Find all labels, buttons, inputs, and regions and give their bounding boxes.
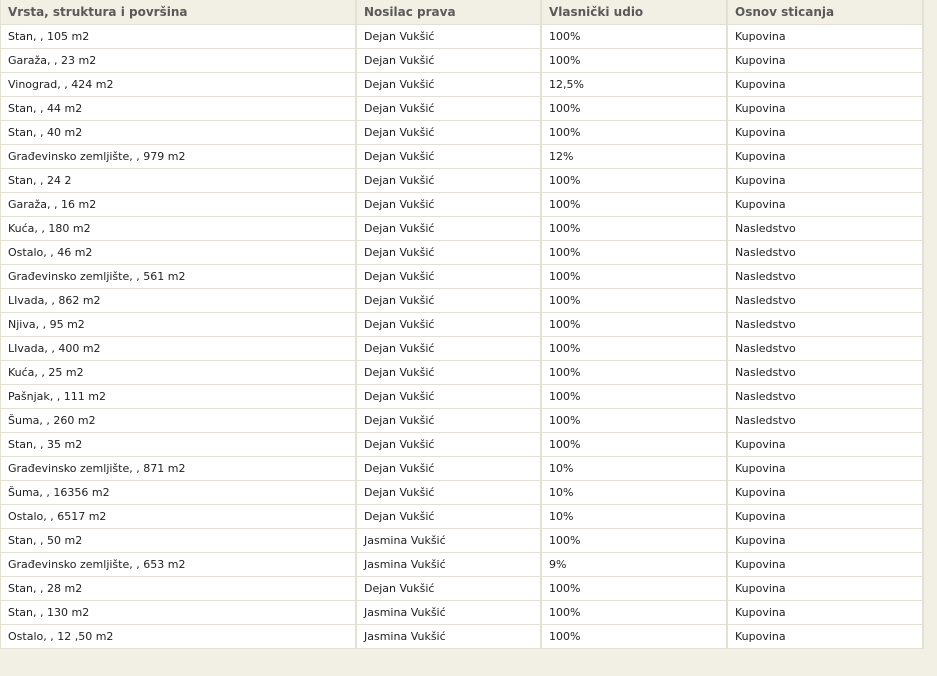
cell-acquisition-basis: Nasledstvo (728, 409, 924, 433)
cell-type-size: Stan, , 40 m2 (0, 121, 357, 145)
cell-type-size: Stan, , 130 m2 (0, 601, 357, 625)
table-row (0, 361, 924, 385)
table-row (0, 505, 924, 529)
header-type-size: Vrsta, struktura i površina (0, 0, 357, 25)
cell-type-size: Garaža, , 23 m2 (0, 49, 357, 73)
table-row (0, 457, 924, 481)
cell-owner: Dejan Vukšić (357, 25, 542, 49)
table-row (0, 241, 924, 265)
cell-owner: Dejan Vukšić (357, 289, 542, 313)
table-row (0, 553, 924, 577)
cell-type-size: Stan, , 105 m2 (0, 25, 357, 49)
cell-owner: Dejan Vukšić (357, 217, 542, 241)
cell-owner: Jasmina Vukšić (357, 625, 542, 649)
cell-acquisition-basis: Nasledstvo (728, 385, 924, 409)
table-row (0, 217, 924, 241)
cell-ownership-share: 9% (542, 553, 728, 577)
cell-ownership-share: 100% (542, 289, 728, 313)
cell-owner: Dejan Vukšić (357, 241, 542, 265)
table-row (0, 121, 924, 145)
cell-ownership-share: 100% (542, 97, 728, 121)
cell-owner: Dejan Vukšić (357, 193, 542, 217)
cell-owner: Dejan Vukšić (357, 361, 542, 385)
table-row (0, 385, 924, 409)
cell-type-size: Stan, , 24 2 (0, 169, 357, 193)
cell-acquisition-basis: Kupovina (728, 601, 924, 625)
cell-owner: Dejan Vukšić (357, 145, 542, 169)
table-row (0, 313, 924, 337)
cell-type-size: Ostalo, , 46 m2 (0, 241, 357, 265)
table-body (0, 25, 924, 649)
table-row (0, 193, 924, 217)
table-row (0, 289, 924, 313)
cell-owner: Dejan Vukšić (357, 505, 542, 529)
cell-acquisition-basis: Kupovina (728, 577, 924, 601)
cell-acquisition-basis: Kupovina (728, 193, 924, 217)
cell-type-size: LIvada, , 862 m2 (0, 289, 357, 313)
cell-acquisition-basis: Kupovina (728, 169, 924, 193)
cell-owner: Dejan Vukšić (357, 385, 542, 409)
cell-acquisition-basis: Kupovina (728, 625, 924, 649)
cell-owner: Dejan Vukšić (357, 49, 542, 73)
cell-type-size: Stan, , 50 m2 (0, 529, 357, 553)
cell-type-size: Pašnjak, , 111 m2 (0, 385, 357, 409)
cell-type-size: Stan, , 35 m2 (0, 433, 357, 457)
cell-ownership-share: 100% (542, 361, 728, 385)
cell-acquisition-basis: Kupovina (728, 25, 924, 49)
cell-acquisition-basis: Kupovina (728, 505, 924, 529)
table-row (0, 73, 924, 97)
cell-acquisition-basis: Kupovina (728, 49, 924, 73)
table-row (0, 145, 924, 169)
cell-type-size: LIvada, , 400 m2 (0, 337, 357, 361)
table-row (0, 265, 924, 289)
cell-ownership-share: 100% (542, 169, 728, 193)
cell-acquisition-basis: Nasledstvo (728, 289, 924, 313)
cell-acquisition-basis: Kupovina (728, 433, 924, 457)
cell-owner: Dejan Vukšić (357, 73, 542, 97)
cell-acquisition-basis: Kupovina (728, 145, 924, 169)
cell-type-size: Šuma, , 260 m2 (0, 409, 357, 433)
cell-type-size: Stan, , 44 m2 (0, 97, 357, 121)
cell-ownership-share: 100% (542, 49, 728, 73)
cell-type-size: Stan, , 28 m2 (0, 577, 357, 601)
cell-acquisition-basis: Kupovina (728, 529, 924, 553)
cell-type-size: Njiva, , 95 m2 (0, 313, 357, 337)
table-row (0, 97, 924, 121)
cell-ownership-share: 100% (542, 529, 728, 553)
cell-type-size: Ostalo, , 6517 m2 (0, 505, 357, 529)
cell-acquisition-basis: Kupovina (728, 73, 924, 97)
cell-ownership-share: 10% (542, 505, 728, 529)
cell-type-size: Kuća, , 25 m2 (0, 361, 357, 385)
header-ownership-share: Vlasnički udio (542, 0, 728, 25)
cell-owner: Jasmina Vukšić (357, 601, 542, 625)
header-owner: Nosilac prava (357, 0, 542, 25)
cell-owner: Dejan Vukšić (357, 409, 542, 433)
cell-ownership-share: 100% (542, 433, 728, 457)
table-row (0, 25, 924, 49)
cell-type-size: Građevinsko zemljište, , 979 m2 (0, 145, 357, 169)
cell-ownership-share: 100% (542, 25, 728, 49)
table-row (0, 625, 924, 649)
table-row (0, 409, 924, 433)
cell-ownership-share: 12,5% (542, 73, 728, 97)
cell-ownership-share: 100% (542, 241, 728, 265)
cell-acquisition-basis: Nasledstvo (728, 217, 924, 241)
table-row (0, 337, 924, 361)
cell-ownership-share: 100% (542, 409, 728, 433)
cell-owner: Dejan Vukšić (357, 97, 542, 121)
header-acquisition-basis: Osnov sticanja (728, 0, 924, 25)
cell-ownership-share: 100% (542, 217, 728, 241)
cell-type-size: Građevinsko zemljište, , 561 m2 (0, 265, 357, 289)
cell-type-size: Garaža, , 16 m2 (0, 193, 357, 217)
table-row (0, 169, 924, 193)
cell-acquisition-basis: Nasledstvo (728, 241, 924, 265)
cell-type-size: Građevinsko zemljište, , 653 m2 (0, 553, 357, 577)
cell-owner: Dejan Vukšić (357, 577, 542, 601)
cell-type-size: Ostalo, , 12 ,50 m2 (0, 625, 357, 649)
cell-ownership-share: 10% (542, 457, 728, 481)
cell-ownership-share: 100% (542, 265, 728, 289)
cell-ownership-share: 10% (542, 481, 728, 505)
cell-acquisition-basis: Nasledstvo (728, 313, 924, 337)
cell-acquisition-basis: Nasledstvo (728, 265, 924, 289)
cell-ownership-share: 100% (542, 193, 728, 217)
cell-owner: Dejan Vukšić (357, 433, 542, 457)
cell-owner: Dejan Vukšić (357, 169, 542, 193)
cell-owner: Dejan Vukšić (357, 457, 542, 481)
cell-acquisition-basis: Nasledstvo (728, 361, 924, 385)
cell-type-size: Vinograd, , 424 m2 (0, 73, 357, 97)
table-row (0, 601, 924, 625)
cell-ownership-share: 100% (542, 313, 728, 337)
cell-ownership-share: 100% (542, 601, 728, 625)
cell-ownership-share: 100% (542, 337, 728, 361)
cell-type-size: Kuća, , 180 m2 (0, 217, 357, 241)
cell-ownership-share: 100% (542, 121, 728, 145)
cell-owner: Dejan Vukšić (357, 121, 542, 145)
cell-owner: Jasmina Vukšić (357, 529, 542, 553)
cell-type-size: Građevinsko zemljište, , 871 m2 (0, 457, 357, 481)
table-row (0, 577, 924, 601)
cell-acquisition-basis: Kupovina (728, 121, 924, 145)
cell-acquisition-basis: Kupovina (728, 553, 924, 577)
cell-acquisition-basis: Kupovina (728, 481, 924, 505)
cell-owner: Dejan Vukšić (357, 265, 542, 289)
table-row (0, 481, 924, 505)
cell-ownership-share: 12% (542, 145, 728, 169)
cell-owner: Dejan Vukšić (357, 481, 542, 505)
cell-acquisition-basis: Kupovina (728, 97, 924, 121)
table-header-row (0, 0, 924, 25)
cell-owner: Jasmina Vukšić (357, 553, 542, 577)
cell-owner: Dejan Vukšić (357, 313, 542, 337)
table-row (0, 49, 924, 73)
cell-owner: Dejan Vukšić (357, 337, 542, 361)
cell-ownership-share: 100% (542, 577, 728, 601)
cell-acquisition-basis: Kupovina (728, 457, 924, 481)
table-row (0, 529, 924, 553)
cell-acquisition-basis: Nasledstvo (728, 337, 924, 361)
table-row (0, 433, 924, 457)
cell-type-size: Šuma, , 16356 m2 (0, 481, 357, 505)
cell-ownership-share: 100% (542, 625, 728, 649)
cell-ownership-share: 100% (542, 385, 728, 409)
